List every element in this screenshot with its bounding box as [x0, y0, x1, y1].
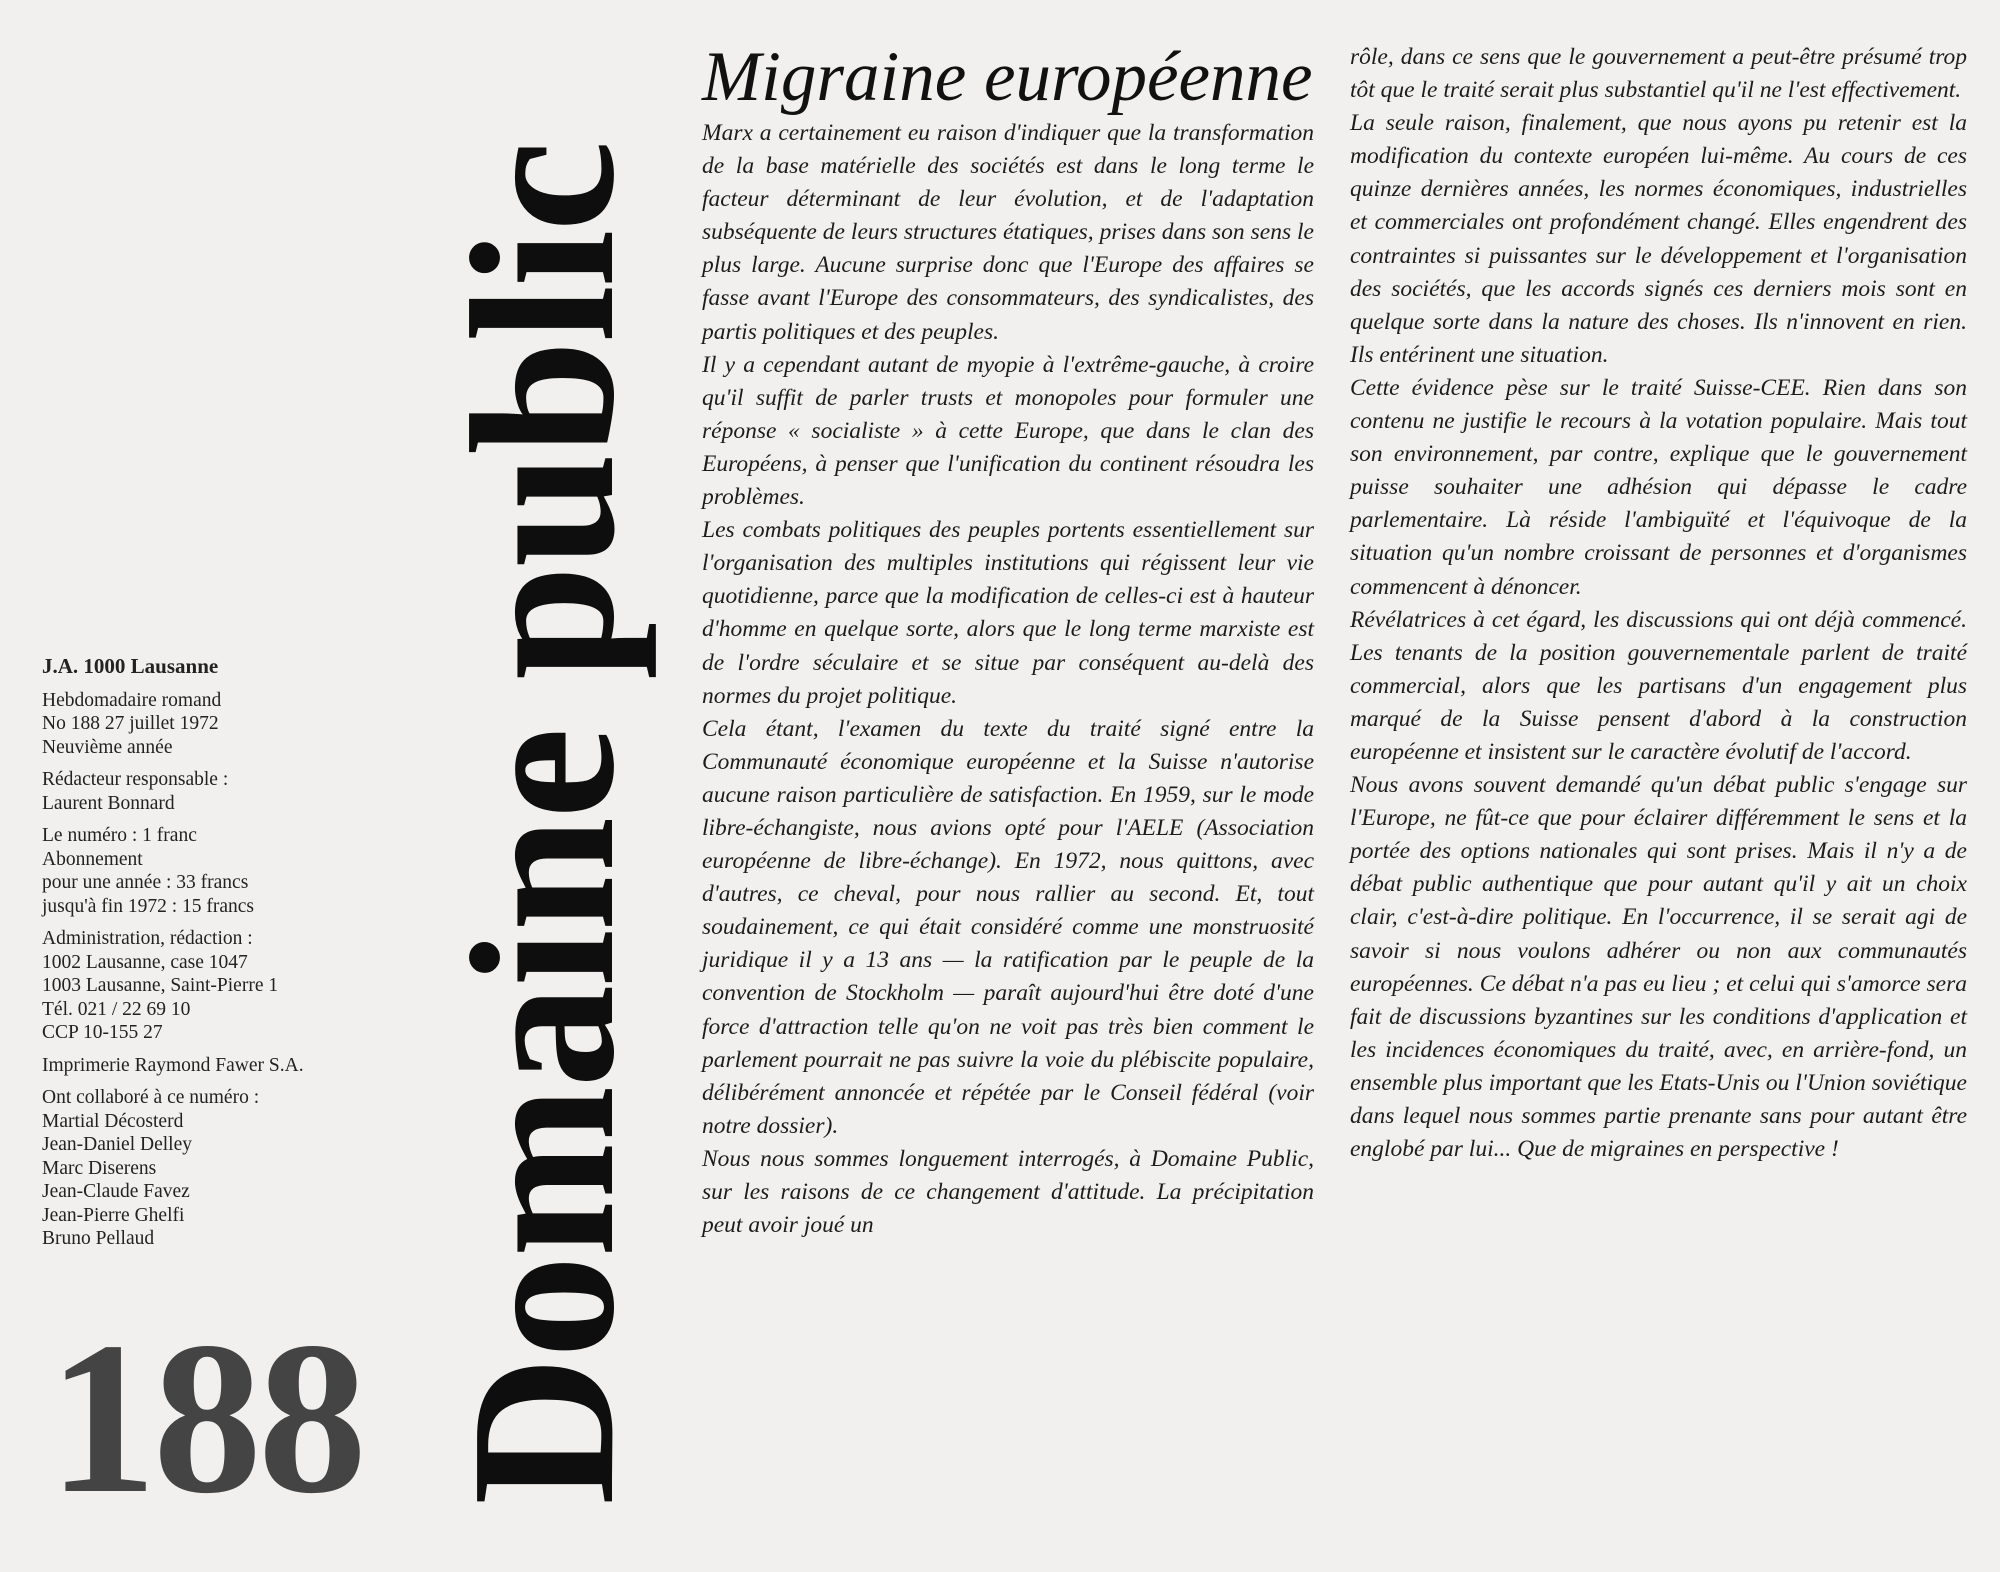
imprint-details	[42, 689, 422, 1251]
article-paragraph: Cette évidence pèse sur le traité Suisse-CEE. Rien dans son contenu ne justifie le recours à la votation populaire. Mais tout son environnement, par contre, explique que le gouvernement puisse souhaiter une adhésion qui dépasse le cadre parlementaire. Là réside l'ambiguïté et l'équivoque de la situation qu'un nombre croissant de personnes et d'organismes commencent à dénoncer.	[1350, 374, 1967, 600]
imprint-line: Jean-Claude Favez	[42, 1181, 190, 1202]
article-paragraph: Il y a cependant autant de myopie à l'extrême-gauche, à croire qu'il suffit de parler trusts et monopoles pour formuler une réponse « socialiste » à cette Europe, que dans le clan des Européens, à penser que l'unification du continent résoudra les problèmes.	[702, 351, 1314, 511]
imprint-line: Marc Diserens	[42, 1157, 157, 1179]
imprint-line: Administration, rédaction :	[42, 928, 253, 949]
imprint-line: CCP 10-155 27	[42, 1022, 163, 1043]
imprint-group	[42, 1086, 422, 1251]
imprint-group	[42, 927, 422, 1045]
imprint-group	[42, 689, 422, 760]
imprint-line: Neuvième année	[42, 736, 173, 758]
imprint-line: No 188 27 juillet 1972	[42, 713, 219, 734]
article-paragraph: rôle, dans ce sens que le gouvernement a peut-être présumé trop tôt que le traité serait plus substantiel qu'il ne l'est effectivement.	[1350, 44, 1967, 104]
article-paragraph: Nous avons souvent demandé qu'un débat public s'engage sur l'Europe, ne fût-ce que pour éclairer différemment le sens et la portée des options nationales qui sont prises. Mais il n'y a de débat public authentique que pour autant qu'il y ait un choix clair, c'est-à-dire politique. En l'occurrence, il se serait agi de savoir si nous voulons adhérer ou non aux communautés européennes. Ce débat n'a pas eu lieu ; et celui qui s'amorce sera fait de discussions byzantines sur les conditions d'application et les incidences économiques du traité, avec, en arrière-fond, un ensemble plus important que les Etats-Unis ou l'Union soviétique dans lequel nous sommes partie prenante sans pour autant être englobé par lui... Que de migraines en perspective !	[1350, 772, 1967, 1163]
imprint-line: Imprimerie Raymond Fawer S.A.	[42, 1054, 304, 1076]
article-column-1	[702, 117, 1314, 1242]
imprint-line: Ont collaboré à ce numéro :	[42, 1087, 260, 1108]
article-paragraph: La seule raison, finalement, que nous ayons pu retenir est la modification du contexte européen lui-même. Au cours de ces quinze dernières années, les normes économiques, industrielles et commerciales ont profondément changé. Elles engendrent des contraintes si puissantes sur le développement et l'organisation des sociétés, que les accords signés ces derniers mois sont en quelque sorte dans la nature des choses. Ils n'innovent en rien. Ils entérinent une situation.	[1350, 110, 1967, 368]
article-paragraph: Cela étant, l'examen du texte du traité signé entre la Communauté économique européenne et la Suisse n'autorise aucune raison particulière de satisfaction. En 1959, sur le mode libre-échangiste, nous avions opté pour l'AELE (Association européenne de libre-échange). En 1972, nous quittons, avec d'autres, ce cheval, pour nous rallier au second. Et, tout soudainement, ce qui était considéré comme une monstruosité juridique il y a 13 ans — la ratification par le peuple de la convention de Stockholm — paraît aujourd'hui être doté d'une force d'attraction telle qu'on ne voit pas très bien comment le parlement pourrait ne pas suivre la voie du plébiscite populaire, délibérément annoncée et répétée par le Conseil fédéral (voir notre dossier).	[702, 715, 1314, 1139]
imprint-group	[42, 824, 422, 918]
imprint-box	[42, 655, 422, 1260]
imprint-line: 1002 Lausanne, case 1047	[42, 951, 248, 973]
imprint-heading: J.A. 1000 Lausanne	[42, 654, 219, 678]
imprint-line: Le numéro : 1 franc	[42, 825, 197, 846]
imprint-group	[42, 1054, 422, 1078]
imprint-line: Jean-Pierre Ghelfi	[42, 1204, 185, 1226]
imprint-line: Jean-Daniel Delley	[42, 1134, 192, 1155]
imprint-group	[42, 768, 422, 815]
imprint-line: Rédacteur responsable :	[42, 769, 229, 790]
imprint-line: pour une année : 33 francs	[42, 872, 249, 893]
imprint-line: Tél. 021 / 22 69 10	[42, 998, 191, 1020]
imprint-line: Laurent Bonnard	[42, 792, 175, 814]
article-column-2	[1350, 41, 1967, 1166]
imprint-line: Martial Décosterd	[42, 1110, 184, 1132]
imprint-line: 1003 Lausanne, Saint-Pierre 1	[42, 975, 279, 996]
masthead-title: Domaine public	[428, 142, 657, 1505]
imprint-line: Bruno Pellaud	[42, 1228, 155, 1249]
issue-number: 188	[48, 1298, 363, 1539]
imprint-line: Hebdomadaire romand	[42, 689, 222, 711]
article-paragraph: Marx a certainement eu raison d'indiquer que la transformation de la base matérielle des sociétés est dans le long terme le facteur déterminant de leur évolution, et de l'adaptation subséquente de leurs structures étatiques, prises dans son sens le plus large. Aucune surprise donc que l'Europe des affaires se fasse avant l'Europe des consommateurs, des syndicalistes, des partis politiques et des peuples.	[702, 120, 1314, 345]
article-title: Migraine européenne	[702, 38, 1313, 116]
article-paragraph: Les combats politiques des peuples portents essentiellement sur l'organisation des multiples institutions qui régissent leur vie quotidienne, parce que la modification de celles-ci est à hauteur d'homme en quelque sorte, alors que le long terme marxiste est de l'ordre séculaire et se situe par conséquent au-delà des normes du projet politique.	[702, 517, 1314, 709]
article-paragraph: Révélatrices à cet égard, les discussions qui ont déjà commencé. Les tenants de la position gouvernementale parlent de traité commercial, alors que les partisans d'un engagement plus marqué de la Suisse pensent d'abord à la construction européenne et insistent sur le caractère évolutif de l'accord.	[1350, 606, 1967, 765]
imprint-line: Abonnement	[42, 848, 143, 870]
imprint-line: jusqu'à fin 1972 : 15 francs	[42, 895, 255, 917]
article-paragraph: Nous nous sommes longuement interrogés, à Domaine Public, sur les raisons de ce changement d'attitude. La précipitation peut avoir joué un	[702, 1145, 1314, 1239]
